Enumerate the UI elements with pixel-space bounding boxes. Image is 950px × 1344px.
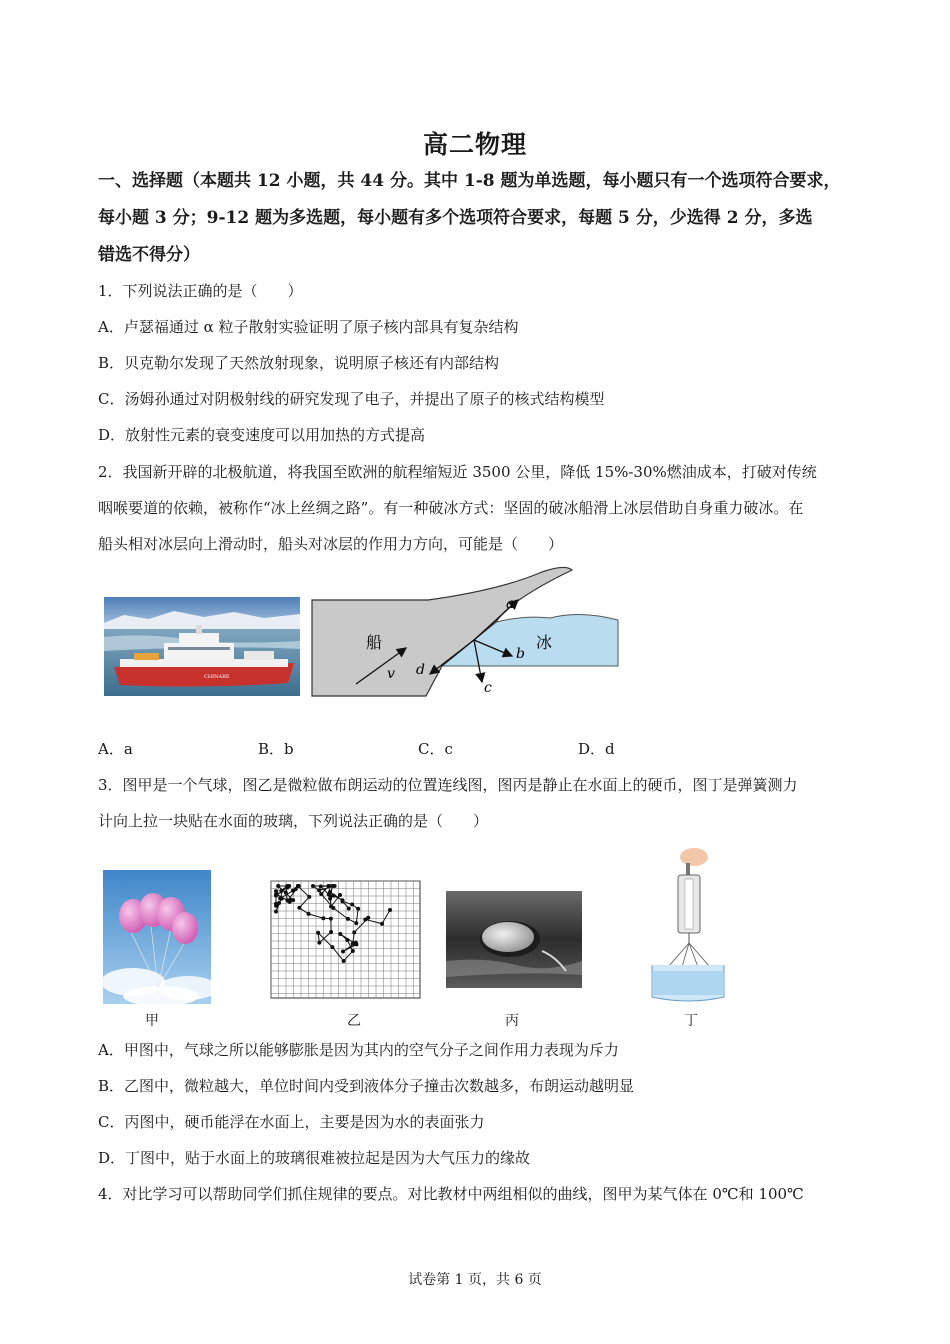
q3-stem-line-2: 计向上拉一块贴在水面的玻璃，下列说法正确的是（ ） (98, 812, 489, 830)
caption-bing: 丙 (505, 1013, 519, 1029)
q2-option-a: A．a (98, 740, 133, 758)
arrow-c-label: c (484, 680, 492, 696)
page-title: 高二物理 (422, 130, 527, 159)
caption-ding: 丁 (684, 1013, 698, 1029)
coin-on-water-photo (446, 891, 582, 988)
q2-option-d: D．d (578, 740, 615, 758)
caption-jia: 甲 (145, 1013, 159, 1029)
q3-option-d: D．丁图中，贴于水面上的玻璃很难被拉起是因为大气压力的缘故 (98, 1149, 531, 1167)
spring-scale-figure (648, 845, 726, 1003)
q1-stem: 1．下列说法正确的是（ ） (98, 282, 303, 300)
arrow-b-label: b (516, 646, 525, 662)
page-footer: 试卷第 1 页，共 6 页 (408, 1272, 542, 1288)
q1-option-c: C．汤姆孙通过对阴极射线的研究发现了电子，并提出了原子的核式结构模型 (98, 390, 605, 408)
ship-hull-text: CHINARE (204, 674, 230, 680)
arrow-a-label: a (506, 596, 515, 612)
arrow-d-label: d (416, 662, 425, 678)
q1-option-d: D．放射性元素的衰变速度可以用加热的方式提高 (98, 426, 426, 444)
balloon-photo (103, 870, 211, 1004)
section-header-line-2: 每小题 3 分；9-12 题为多选题，每小题有多个选项符合要求，每题 5 分，少选得 2 分，多选 (98, 208, 813, 228)
q3-stem-line-1: 3．图甲是一个气球，图乙是微粒做布朗运动的位置连线图，图丙是静止在水面上的硬币，图丁是弹簧测力 (98, 776, 798, 794)
section-header-line-3: 错选不得分） (98, 245, 200, 265)
q1-option-a: A．卢瑟福通过 α 粒子散射实验证明了原子核内部具有复杂结构 (98, 318, 519, 336)
q2-stem-line-2: 咽喉要道的依赖，被称作“冰上丝绸之路”。有一种破冰方式：坚固的破冰船滑上冰层借助自身重力破冰。在 (98, 499, 804, 517)
q2-option-b: B．b (258, 740, 294, 758)
q3-option-c: C．丙图中，硬币能浮在水面上，主要是因为水的表面张力 (98, 1113, 485, 1131)
ice-label: 冰 (536, 633, 553, 652)
q2-stem-line-3: 船头相对冰层向上滑动时，船头对冰层的作用力方向，可能是（ ） (98, 535, 564, 553)
ship-label: 船 (366, 633, 383, 652)
q3-option-b: B．乙图中，微粒越大，单位时间内受到液体分子撞击次数越多，布朗运动越明显 (98, 1077, 635, 1095)
q2-option-c: C．c (418, 740, 453, 758)
brownian-motion-grid (270, 880, 422, 1000)
q1-option-b: B．贝克勒尔发现了天然放射现象，说明原子核还有内部结构 (98, 354, 500, 372)
caption-yi: 乙 (347, 1013, 361, 1029)
q4-stem: 4．对比学习可以帮助同学们抓住规律的要点。对比教材中两组相似的曲线，图甲为某气体在 0℃和 100℃ (98, 1185, 804, 1203)
icebreaker-photo (104, 597, 300, 696)
section-header-line-1: 一、选择题（本题共 12 小题，共 44 分。其中 1-8 题为单选题，每小题只有一个选项符合要求， (98, 171, 841, 191)
velocity-label: v (387, 666, 395, 682)
force-diagram (310, 560, 622, 700)
q3-option-a: A．甲图中，气球之所以能够膨胀是因为其内的空气分子之间作用力表现为斥力 (98, 1041, 619, 1059)
q2-stem-line-1: 2．我国新开辟的北极航道，将我国至欧洲的航程缩短近 3500 公里，降低 15%-30%燃油成本，打破对传统 (98, 463, 817, 481)
